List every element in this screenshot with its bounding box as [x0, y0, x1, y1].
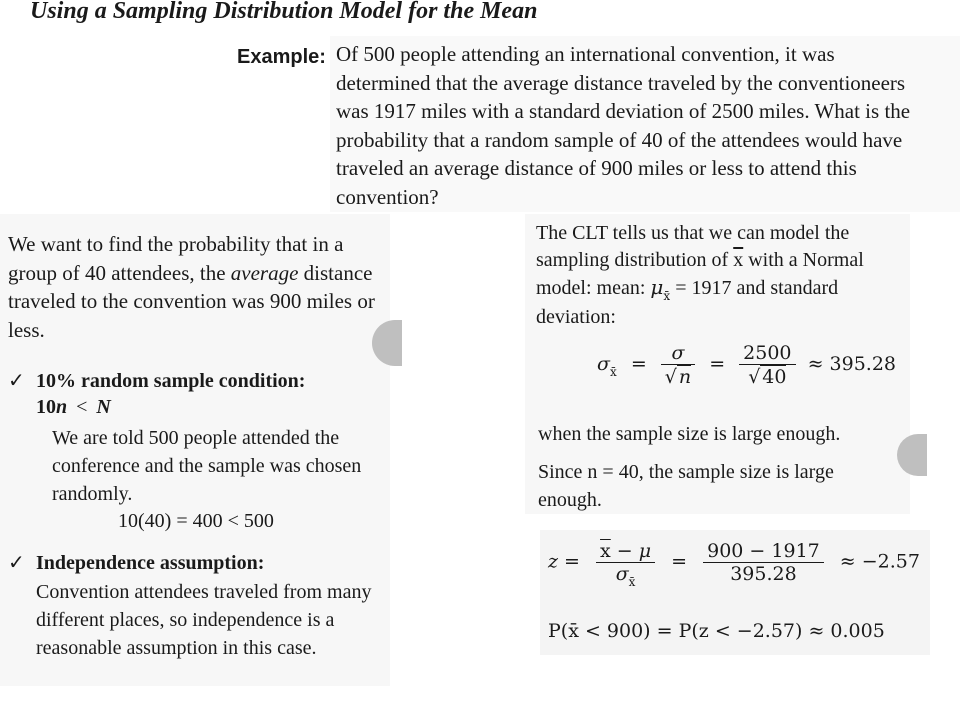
page-title: Using a Sampling Distribution Model for the Mean [30, 0, 538, 24]
example-label: Example: [237, 46, 326, 68]
condition1-formula: 10n < N [36, 396, 111, 418]
sigma-formula: $\sigma_{x̄}$ = $\frac{\sigma}{√ n}$ = $\frac{2500}{√ 40}$ ≈ 395.28 [597, 342, 897, 388]
condition1-heading: ✓ 10% random sample condition: [8, 370, 306, 392]
large-enough-text: when the sample size is large enough. [538, 423, 841, 445]
xbar-symbol: $\overline{x}$ [733, 249, 744, 271]
probability-line: P(x̄ < 900) = P(z < −2.57) ≈ 0.005 [548, 620, 885, 642]
clt-text: The CLT tells us that we can model the sampling distribution of $\overline{x}$ with a Normal model: mean: $\mu_{x̄} = 1917$ and standard deviation: [536, 222, 864, 328]
condition1-calc: 10(40) = 400 < 500 [118, 510, 274, 532]
intro-italic: average [230, 260, 299, 285]
condition2-text: Convention attendees traveled from many different places, so independence is a reasonable assumption in this case. [36, 581, 372, 659]
check-icon: ✓ [8, 370, 25, 392]
condition1-text: We are told 500 people attended the conference and the sample was chosen randomly. [52, 427, 362, 505]
condition2-heading: ✓ Independence assumption: [8, 552, 265, 574]
intro-text: We want to find the probability that in a group of 40 attendees, the average distance traveled to the convention was 900 miles or less. [8, 232, 375, 342]
sd-label: standard deviation: [536, 277, 839, 328]
example-text: Of 500 people attending an international convention, it was determined that the average distance traveled by the conventioneers was 1917 miles with a standard deviation of 2500 miles. What is the probability that a random sample of 40 of the attendees would have traveled an average distance of 900 miles or less to attend this convention? [336, 42, 911, 209]
z-formula: z = $\frac{\overline{x} - \mu}{\sigma_{x̄}}$ = $\frac{900 - 1917}{395.28}$ ≈ −2.57 [548, 540, 920, 589]
since-text: Since n = 40, the sample size is large enough. [538, 461, 834, 511]
mu-symbol: $\mu_{x̄}$ [650, 275, 671, 303]
check-icon: ✓ [8, 552, 25, 574]
